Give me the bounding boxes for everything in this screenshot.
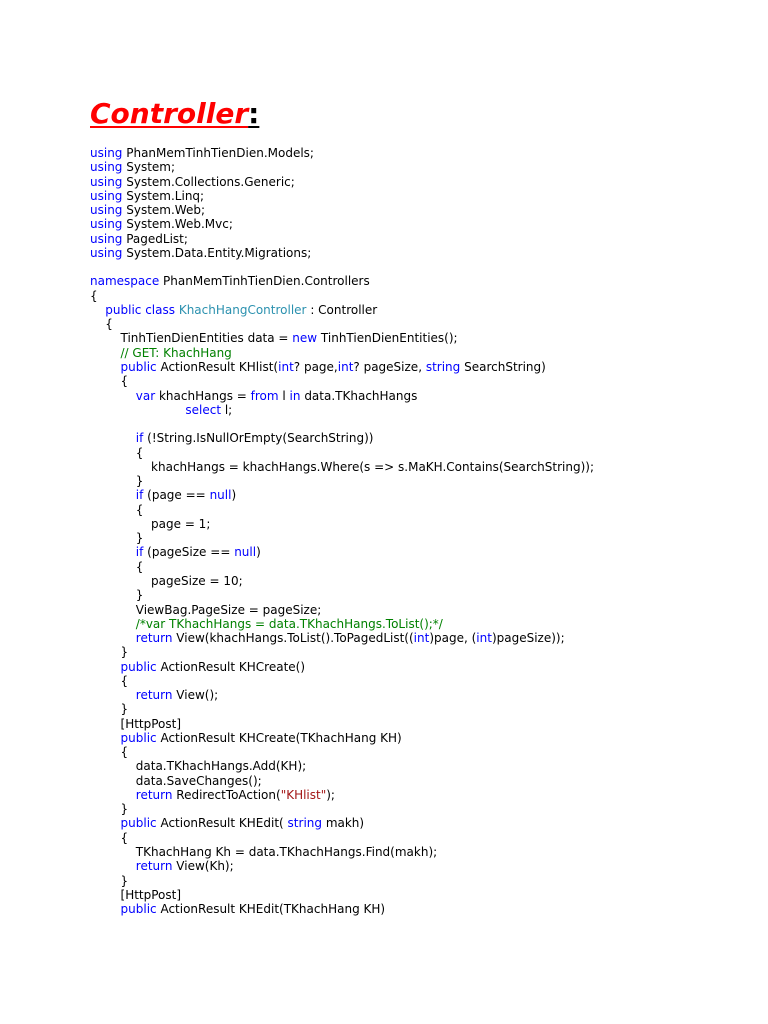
code-line [90, 446, 750, 460]
code-line [90, 902, 750, 916]
code-keyword: in [289, 388, 301, 403]
code-text: View(Kh); [172, 859, 234, 874]
code-text [90, 303, 105, 317]
code-text: ActionResult KHCreate() [156, 659, 306, 674]
code-line [90, 303, 750, 317]
code-line [90, 260, 750, 274]
code-line [90, 816, 750, 830]
code-text: data.TKhachHangs.Add(KH); [90, 759, 307, 774]
page-heading [90, 96, 259, 132]
code-keyword: using [90, 231, 123, 246]
code-line [90, 545, 750, 559]
code-text: System.Linq; [122, 188, 205, 203]
code-keyword: string [287, 816, 322, 831]
code-line [90, 331, 750, 345]
code-line [90, 588, 750, 602]
code-text: } [90, 474, 144, 489]
code-text: } [90, 802, 129, 817]
code-line [90, 488, 750, 502]
code-text: (pageSize == [143, 545, 235, 560]
code-line [90, 731, 750, 745]
code-line [90, 403, 750, 417]
code-keyword: public [120, 816, 157, 831]
code-keyword: return [135, 859, 173, 874]
code-text: { [90, 502, 144, 517]
code-line [90, 232, 750, 246]
code-comment: // GET: KhachHang [120, 345, 232, 360]
code-comment: /*var TKhachHangs = data.TKhachHangs.ToList();*/ [135, 616, 443, 631]
code-keyword: int [278, 359, 294, 374]
code-line [90, 246, 750, 260]
code-text: [HttpPost] [90, 716, 182, 731]
code-line [90, 503, 750, 517]
code-keyword: int [476, 631, 492, 646]
code-text [90, 631, 136, 645]
code-text: View(); [172, 688, 219, 703]
code-line [90, 274, 750, 288]
code-keyword: return [135, 787, 173, 802]
code-text: [HttpPost] [90, 887, 182, 902]
code-text: ActionResult KHCreate(TKhachHang KH) [156, 730, 402, 745]
code-keyword: public [120, 902, 157, 917]
code-text: { [90, 673, 129, 688]
code-line [90, 346, 750, 360]
code-keyword: if [135, 488, 144, 503]
code-line [90, 560, 750, 574]
code-text: TinhTienDienEntities data = [90, 331, 293, 346]
code-text: makh) [322, 816, 365, 831]
code-text: { [90, 559, 144, 574]
code-text: { [90, 445, 144, 460]
code-line [90, 217, 750, 231]
code-keyword: using [90, 203, 123, 218]
code-keyword: public [120, 730, 157, 745]
code-text: (!String.IsNullOrEmpty(SearchString)) [143, 431, 374, 446]
code-keyword: var [135, 388, 156, 403]
code-text: khachHangs = [155, 388, 251, 403]
code-type-name: KhachHangController [178, 302, 307, 317]
code-text: page = 1; [90, 516, 211, 531]
code-line [90, 289, 750, 303]
code-text: { [90, 830, 129, 845]
code-line [90, 160, 750, 174]
code-text [90, 431, 136, 445]
code-line [90, 745, 750, 759]
code-line [90, 688, 750, 702]
code-text [90, 859, 136, 873]
code-text: ActionResult KHEdit( [156, 816, 288, 831]
code-text: ); [326, 787, 335, 802]
code-keyword: using [90, 217, 123, 232]
code-line [90, 374, 750, 388]
code-text: RedirectToAction( [172, 787, 281, 802]
code-keyword: if [135, 431, 144, 446]
code-keyword: return [135, 688, 173, 703]
code-text: SearchString) [460, 359, 546, 374]
code-text [90, 545, 136, 559]
code-text: { [90, 288, 98, 303]
code-text: : Controller [306, 302, 378, 317]
heading-text: Controller [90, 97, 249, 130]
code-text [90, 488, 136, 502]
code-line [90, 360, 750, 374]
code-line [90, 189, 750, 203]
code-line [90, 631, 750, 645]
code-keyword: using [90, 174, 123, 189]
code-text: pageSize = 10; [90, 573, 243, 588]
code-keyword: if [135, 545, 144, 560]
code-keyword: null [234, 545, 257, 560]
code-text: View(khachHangs.ToList().ToPagedList(( [172, 631, 414, 646]
code-keyword: using [90, 245, 123, 260]
code-keyword: return [135, 631, 173, 646]
code-line [90, 859, 750, 873]
code-line [90, 702, 750, 716]
code-keyword: string [425, 359, 461, 374]
code-line [90, 517, 750, 531]
code-text: { [90, 374, 129, 389]
code-text: } [90, 645, 129, 660]
code-text: l; [221, 402, 233, 417]
code-text: PhanMemTinhTienDien.Controllers [159, 274, 370, 289]
code-keyword: new [292, 331, 318, 346]
code-text [90, 731, 121, 745]
code-text: ActionResult KHEdit(TKhachHang KH) [156, 902, 386, 917]
code-text: )page, ( [429, 631, 477, 646]
code-text: } [90, 702, 129, 717]
code-text: (page == [143, 488, 210, 503]
code-text: ? page, [293, 359, 338, 374]
code-text: PhanMemTinhTienDien.Models; [122, 146, 314, 160]
code-keyword: using [90, 188, 123, 203]
code-text: System.Data.Entity.Migrations; [122, 245, 312, 260]
code-line [90, 617, 750, 631]
code-line [90, 788, 750, 802]
code-keyword: class [145, 302, 175, 317]
code-line [90, 417, 750, 431]
code-line [90, 175, 750, 189]
code-keyword: from [250, 388, 279, 403]
code-text [90, 788, 136, 802]
code-text: ) [231, 488, 237, 503]
code-text: TinhTienDienEntities(); [317, 331, 458, 346]
code-line [90, 831, 750, 845]
code-text: TKhachHang Kh = data.TKhachHangs.Find(makh); [90, 845, 438, 860]
code-line [90, 203, 750, 217]
code-text: l [278, 388, 290, 403]
code-text: ViewBag.PageSize = pageSize; [90, 602, 322, 617]
code-text [90, 403, 185, 417]
code-text: { [90, 745, 129, 760]
code-keyword: public [120, 659, 157, 674]
code-line [90, 759, 750, 773]
code-line [90, 603, 750, 617]
code-keyword: public [105, 302, 142, 317]
code-line [90, 845, 750, 859]
code-line [90, 474, 750, 488]
code-text: { [90, 317, 113, 332]
code-line [90, 574, 750, 588]
code-line [90, 774, 750, 788]
code-line [90, 674, 750, 688]
code-text: System; [122, 160, 176, 175]
code-text [90, 617, 136, 631]
code-line [90, 888, 750, 902]
code-text: } [90, 588, 144, 603]
code-line [90, 717, 750, 731]
code-line [90, 431, 750, 445]
code-text: PagedList; [122, 231, 188, 246]
code-line [90, 645, 750, 659]
code-text: } [90, 873, 129, 888]
code-text: System.Collections.Generic; [122, 174, 295, 189]
code-line [90, 146, 750, 160]
code-line [90, 874, 750, 888]
code-text: data.SaveChanges(); [90, 773, 262, 788]
code-text: khachHangs = khachHangs.Where(s => s.MaKH.Contains(SearchString)); [90, 459, 595, 474]
code-line [90, 531, 750, 545]
code-keyword: using [90, 146, 123, 160]
code-text: ActionResult KHlist( [156, 359, 279, 374]
code-text [90, 360, 121, 374]
code-block [90, 146, 750, 916]
code-keyword: namespace [90, 274, 160, 289]
code-line [90, 460, 750, 474]
code-keyword: int [337, 359, 354, 374]
code-text: )pageSize)); [491, 631, 565, 646]
code-keyword: public [120, 359, 157, 374]
code-string: "KHlist" [280, 787, 327, 802]
code-text [90, 902, 121, 916]
code-keyword: select [185, 402, 222, 417]
code-text [90, 688, 136, 702]
code-text [90, 660, 121, 674]
code-keyword: using [90, 160, 123, 175]
code-line [90, 317, 750, 331]
code-text: System.Web; [122, 203, 206, 218]
code-text [90, 389, 136, 403]
code-text: ? pageSize, [353, 359, 426, 374]
code-text: System.Web.Mvc; [122, 217, 233, 232]
code-text: } [90, 531, 144, 546]
code-keyword: int [413, 631, 430, 646]
code-keyword: null [209, 488, 232, 503]
code-line [90, 802, 750, 816]
code-text: data.TKhachHangs [300, 388, 418, 403]
heading-colon: : [248, 97, 260, 130]
code-text: ) [256, 545, 261, 560]
code-text [90, 346, 121, 360]
code-line [90, 389, 750, 403]
code-line [90, 660, 750, 674]
code-text [90, 816, 121, 830]
